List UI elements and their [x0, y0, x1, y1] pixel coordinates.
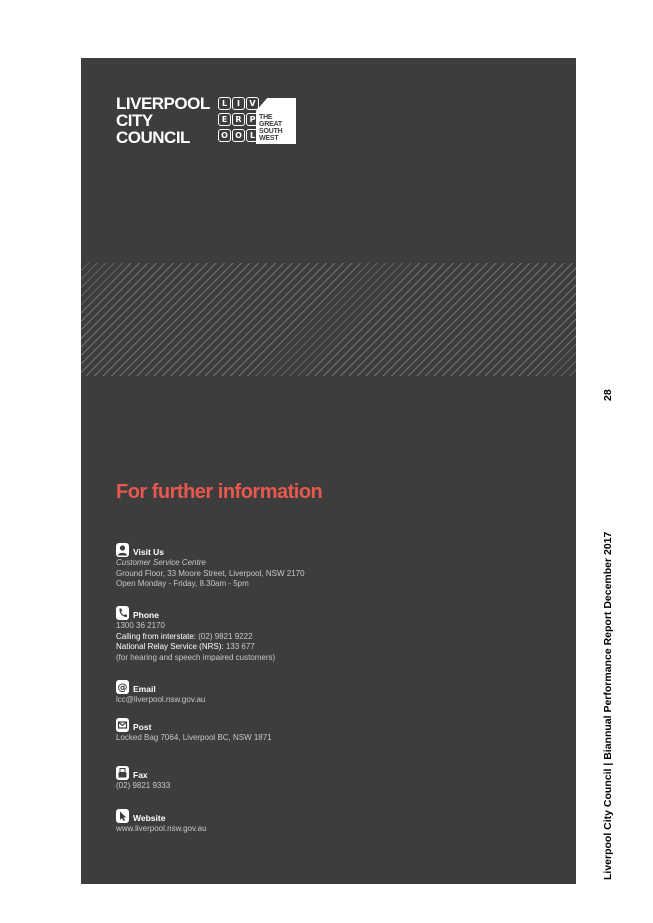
interstate-number: (02) 9821 9222 [198, 631, 253, 641]
phone-icon [116, 606, 129, 620]
email-address[interactable]: lcc@liverpool.nsw.gov.au [116, 695, 206, 704]
envelope-icon [116, 718, 129, 732]
svg-text:@: @ [117, 682, 128, 694]
logo-letter: O [218, 129, 231, 142]
logo-letter: L [246, 129, 259, 142]
logo-letter: V [246, 97, 259, 110]
tagline-line: WEST [259, 135, 279, 142]
logo-letter: R [232, 113, 245, 126]
tagline-line: THE [259, 114, 273, 121]
visit-hours: Open Monday - Friday, 8.30am - 5pm [116, 579, 249, 588]
logo-line: CITY [116, 111, 153, 130]
logo-line: LIVERPOOL [116, 94, 210, 113]
person-icon [116, 543, 129, 557]
fax-number: (02) 9821 9333 [116, 781, 171, 790]
post-address: Locked Bag 7064, Liverpool BC, NSW 1871 [116, 733, 272, 742]
hatched-band [81, 263, 576, 376]
email-section [116, 680, 205, 706]
logo-letter: E [218, 113, 231, 126]
website-section [116, 809, 207, 835]
cursor-icon [116, 809, 129, 823]
visit-address: Ground Floor, 33 Moore Street, Liverpool, NSW 2170 [116, 568, 305, 578]
logo-line: COUNCIL [116, 128, 190, 147]
back-cover-panel [81, 58, 576, 884]
logo-letter: P [246, 113, 259, 126]
phone-title: Phone [133, 609, 159, 620]
running-title: Liverpool City Council | Biannual Performance Report December 2017 [602, 531, 614, 880]
fax-title: Fax [133, 769, 148, 780]
email-title: Email [133, 683, 156, 694]
page-number: 28 [602, 389, 614, 401]
page-heading: For further information [116, 481, 323, 503]
phone-note: (for hearing and speech impaired customers) [116, 652, 276, 662]
at-sign-icon [116, 680, 129, 694]
interstate-label: Calling from interstate: [116, 631, 197, 641]
tagline-line: SOUTH [259, 128, 283, 135]
post-title: Post [133, 721, 152, 732]
website-url[interactable]: www.liverpool.nsw.gov.au [116, 824, 207, 833]
website-title: Website [133, 812, 166, 823]
council-logo-text [116, 95, 210, 146]
post-section [116, 718, 272, 744]
logo-tagline [259, 114, 283, 142]
phone-number: 1300 36 2170 [116, 621, 165, 630]
nrs-label: National Relay Service (NRS): [116, 642, 224, 651]
visit-section [116, 543, 305, 590]
visit-subtitle: Customer Service Centre [116, 558, 206, 567]
nrs-number: 133 677 [225, 642, 255, 651]
tagline-line: GREAT [259, 121, 282, 128]
logo-letter: L [218, 97, 231, 110]
liverpool-grid-logo [218, 97, 258, 143]
fax-icon [116, 766, 129, 780]
logo-letter: O [232, 129, 245, 142]
logo-letter: I [232, 97, 245, 110]
fax-section [116, 766, 170, 792]
phone-section [116, 606, 275, 663]
visit-title: Visit Us [133, 546, 165, 557]
